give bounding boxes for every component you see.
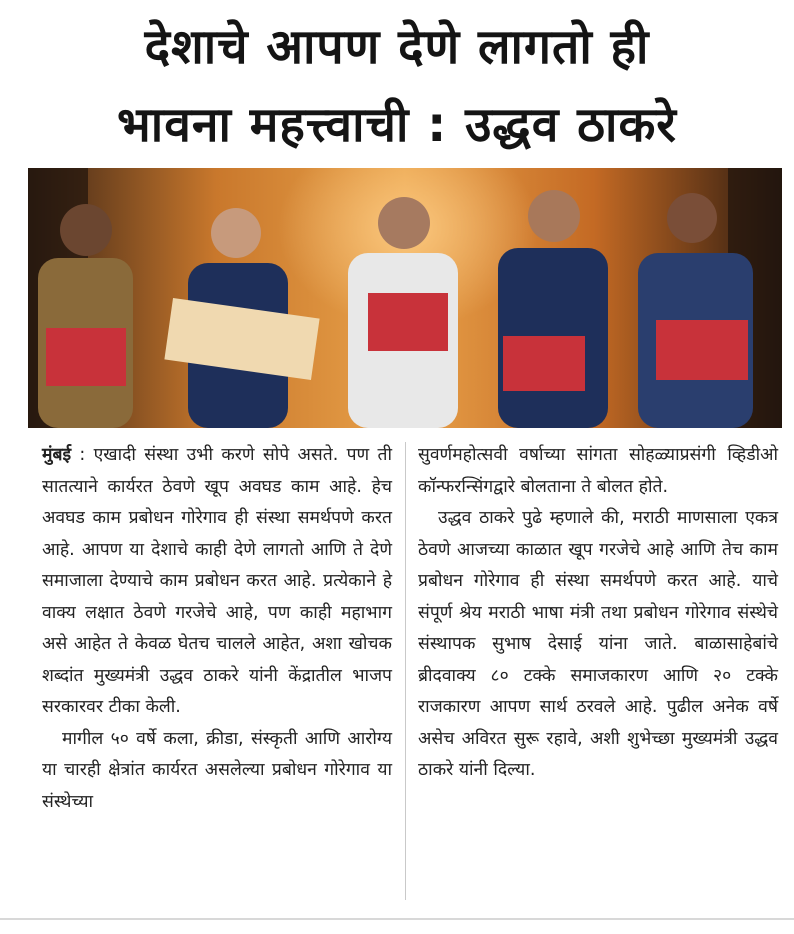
book-4: [503, 336, 585, 391]
headline-line-2: भावना महत्त्वाची : उद्धव ठाकरे: [117, 97, 677, 153]
paragraph-text: : एखादी संस्था उभी करणे सोपे असते. पण ती सातत्याने कार्यरत ठेवणे खूप अवघड काम आहे. हेच अवघड काम प्रबोधन गोरेगाव ही संस्था समर्थपणे करत आहे. आपण या देशाचे काही देणे लागतो आणि ते देणे समाजाला देण्याचे काम प्रबोधन करत आहे. प्रत्येकाने हे वाक्य लक्षात ठेवणे गरजेचे आहे, पण काही महाभाग असे आहेत ते केवळ घेतच चालले आहेत, अशा खोचक शब्दांत मुख्यमंत्री उद्धव ठाकरे यांनी केंद्रातील भाजप सरकारवर टीका केली.: [42, 445, 392, 717]
footer-rule: [0, 918, 794, 920]
article-paragraph: [42, 440, 392, 724]
article-column-left: [42, 440, 392, 818]
book-1: [46, 328, 126, 386]
headline: [0, 8, 794, 164]
article-paragraph: सुवर्णमहोत्सवी वर्षाच्या सांगता सोहळ्याप्रसंगी व्हिडीओ कॉन्फरन्सिंगद्वारे बोलताना ते बोलत होते.: [418, 445, 778, 497]
column-divider: [405, 442, 406, 900]
book-5: [656, 320, 748, 380]
book-3: [368, 293, 448, 351]
dateline: मुंबई: [42, 445, 72, 465]
book-launch-photo: [28, 168, 782, 428]
news-photo: [28, 168, 782, 428]
headline-line-1: देशाचे आपण देणे लागतो ही: [144, 19, 650, 75]
article-column-right: [418, 440, 778, 787]
article-paragraph: मागील ५० वर्षे कला, क्रीडा, संस्कृती आणि आरोग्य या चारही क्षेत्रांत कार्यरत असलेल्या प्रबोधन गोरेगाव या संस्थेच्या: [42, 728, 392, 812]
article-paragraph: उद्धव ठाकरे पुढे म्हणाले की, मराठी माणसाला एकत्र ठेवणे आजच्या काळात खूप गरजेचे आहे आणि तेच काम प्रबोधन गोरेगाव ही संस्था समर्थपणे करत आहे. याचे संपूर्ण श्रेय मराठी भाषा मंत्री तथा प्रबोधन गोरेगाव संस्थेचे संस्थापक सुभाष देसाई यांना जाते. बाळासाहेबांचे ब्रीदवाक्य ८० टक्के समाजकारण आणि २० टक्के राजकारण आपण सार्थ ठरवले आहे. पुढील अनेक वर्षे असेच अविरत सुरू रहावे, अशी शुभेच्छा मुख्यमंत्री उद्धव ठाकरे यांनी दिल्या.: [418, 508, 778, 780]
